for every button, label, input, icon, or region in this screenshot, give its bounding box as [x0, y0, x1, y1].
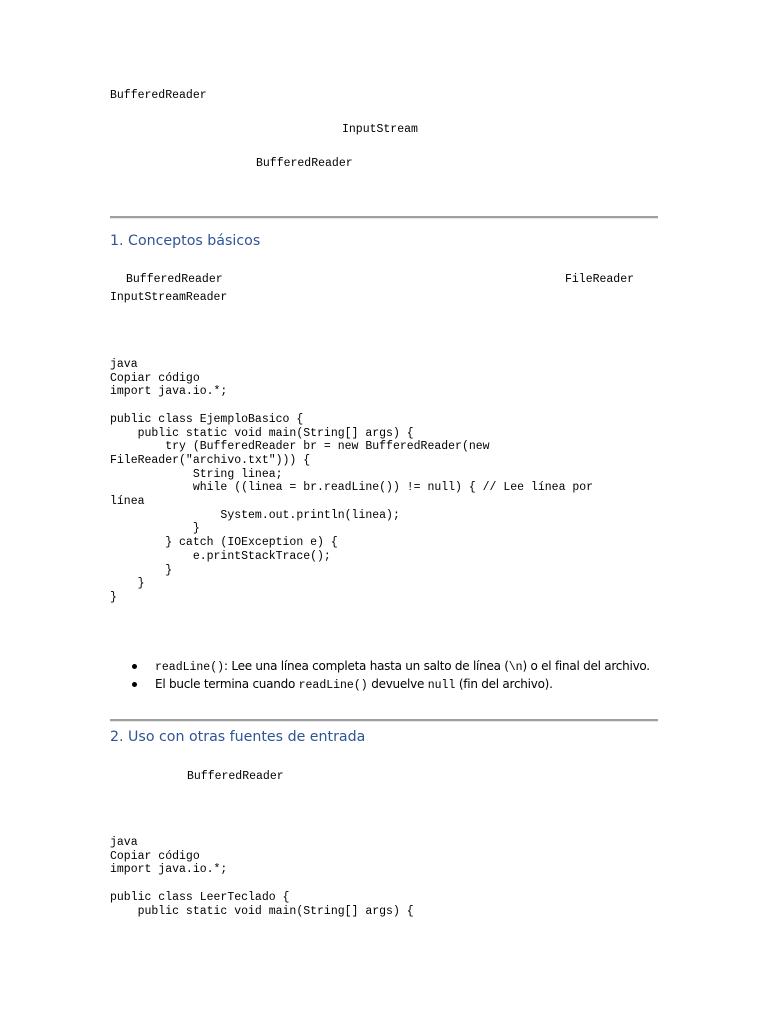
intro-text-bufferedreader-2: BufferedReader	[256, 157, 353, 170]
bullet-text: (fin del archivo).	[455, 676, 553, 691]
section-divider-1	[110, 216, 658, 219]
section1-text-inputstreamreader: InputStreamReader	[110, 291, 228, 304]
bullet-text: El bucle termina cuando	[155, 676, 299, 691]
bullet-dot	[132, 682, 137, 687]
code-block-leer-teclado: java Copiar código import java.io.*; public class LeerTeclado { public static void main(String[] args) {	[110, 836, 414, 918]
section-heading-conceptos: 1. Conceptos básicos	[110, 233, 261, 249]
bullet-item-bucle	[110, 676, 670, 694]
bullet-dot	[132, 664, 137, 669]
code-block-ejemplo-basico: java Copiar código import java.io.*; public class EjemploBasico { public static void main(String[] args) { try (BufferedReader br = new BufferedReader(new FileReader("archivo.txt"))) { String linea; while ((linea = br.readLine()) != null) { // Lee línea por línea System.out.println(linea); } } catch (IOException e) { e.printStackTrace(); } } }	[110, 358, 594, 604]
section-divider-2	[110, 719, 658, 722]
intro-text-inputstream: InputStream	[342, 123, 418, 136]
section1-text-filereader: FileReader	[565, 273, 635, 286]
section2-text-bufferedreader: BufferedReader	[187, 770, 284, 783]
bullet-text: devuelve	[367, 676, 428, 691]
inline-code-null: null	[427, 678, 456, 692]
inline-code-readline: readLine()	[298, 678, 368, 692]
bullet-text: ) o el final del archivo.	[522, 659, 650, 673]
section-heading-otras-fuentes: 2. Uso con otras fuentes de entrada	[110, 729, 366, 745]
bullet-item-readline	[110, 658, 670, 676]
inline-code-newline: \n	[508, 661, 523, 674]
intro-text-bufferedreader: BufferedReader	[110, 89, 207, 102]
inline-code-readline: readLine()	[155, 661, 225, 674]
section1-text-bufferedreader: BufferedReader	[126, 273, 223, 286]
bullet-text: : Lee una línea completa hasta un salto de línea (	[224, 659, 509, 673]
bullet-list	[110, 658, 670, 693]
